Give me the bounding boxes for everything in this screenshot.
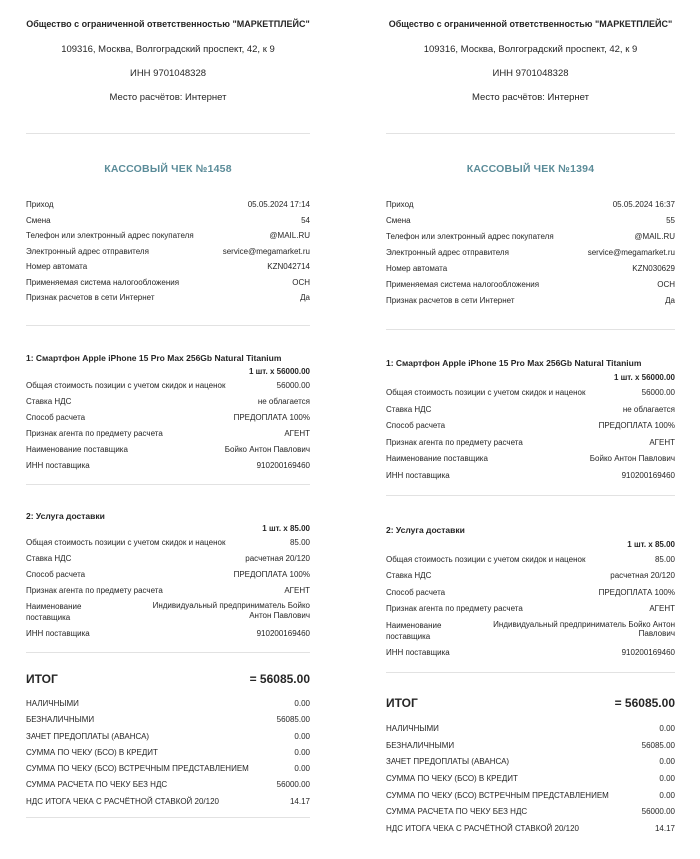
info-label: Телефон или электронный адрес покупателя: [26, 231, 194, 240]
item-qty: 1 шт. х 56000.00: [613, 373, 675, 382]
summary-value: 0.00: [659, 774, 675, 784]
info-label: Признак расчетов в сети Интернет: [26, 293, 155, 302]
summary-value: 0.00: [294, 699, 310, 708]
item-row-label: ИНН поставщика: [386, 648, 450, 657]
info-value: service@megamarket.ru: [587, 248, 675, 257]
item-row: [386, 603, 675, 614]
item-row-label: Ставка НДС: [26, 397, 72, 406]
summary-label: ЗАЧЕТ ПРЕДОПЛАТЫ (АВАНСА): [386, 757, 510, 767]
item-2: [26, 510, 310, 639]
company-name: Общество с ограниченной ответственностью "МАРКЕТПЛЕЙС": [388, 19, 673, 29]
item-row-value: Бойко Антон Павлович: [589, 454, 675, 463]
summary-row: [386, 790, 675, 801]
item-row-value: расчетная 20/120: [610, 571, 675, 580]
info-value: @MAIL.RU: [269, 231, 310, 240]
summary-row: [386, 773, 675, 784]
info-row: [26, 230, 310, 241]
info-row: [26, 261, 310, 272]
summary-value: 0.00: [659, 757, 675, 767]
item-row-label: ИНН поставщика: [26, 629, 90, 638]
item-2: [386, 524, 675, 659]
item-row-label: Признак агента по предмету расчета: [386, 604, 523, 613]
item-row-value: 910200169460: [621, 470, 675, 480]
item-row: [386, 554, 675, 565]
info-row: [26, 215, 310, 226]
item-row: [386, 387, 675, 398]
payment-summary: [386, 723, 675, 834]
summary-value: 56085.00: [276, 715, 310, 725]
item-row-value: Индивидуальный предприниматель Бойко Антон Павлович: [152, 601, 310, 620]
receipt-total: [26, 671, 310, 687]
item-row: [26, 396, 310, 407]
summary-label: НАЛИЧНЫМИ: [26, 699, 79, 708]
info-label: Признак расчетов в сети Интернет: [386, 296, 515, 305]
item-row-label: Способ расчета: [26, 413, 86, 422]
summary-label: БЕЗНАЛИЧНЫМИ: [386, 740, 455, 750]
summary-label: НАЛИЧНЫМИ: [386, 724, 439, 733]
payment-summary: [26, 698, 310, 807]
item-qty: 1 шт. х 85.00: [262, 524, 310, 533]
divider: [26, 133, 310, 134]
receipt-title: КАССОВЫЙ ЧЕК №1458: [104, 163, 232, 175]
item-row: [26, 553, 310, 564]
summary-label: СУММА ПО ЧЕКУ (БСО) ВСТРЕЧНЫМ ПРЕДСТАВЛЕНИЕМ: [26, 764, 249, 774]
item-row-value: 85.00: [289, 538, 310, 547]
total-label: ИТОГ: [386, 696, 418, 710]
info-value: 55: [666, 216, 675, 225]
info-label: Приход: [26, 200, 54, 209]
info-label: Применяемая система налогообложения: [386, 280, 540, 289]
item-row-label: ИНН поставщика: [26, 461, 90, 470]
item-row-value: ПРЕДОПЛАТА 100%: [233, 413, 310, 422]
summary-label: БЕЗНАЛИЧНЫМИ: [26, 715, 95, 725]
receipt-header: [26, 18, 310, 104]
divider: [26, 817, 310, 818]
item-row-value: Индивидуальный предприниматель Бойко Антон Павлович: [493, 619, 675, 638]
summary-value: 0.00: [294, 764, 310, 774]
item-row: [26, 628, 310, 639]
info-label: Приход: [386, 200, 414, 209]
info-row: [386, 279, 675, 290]
info-label: Применяемая система налогообложения: [26, 277, 180, 287]
item-row-label: Общая стоимость позиции с учетом скидок и наценок: [26, 538, 226, 547]
summary-row: [26, 747, 310, 758]
item-row-value: не облагается: [622, 404, 675, 414]
company-address: 109316, Москва, Волгоградский проспект, 42, к 9: [423, 44, 638, 55]
info-value: Да: [300, 293, 310, 302]
item-row-value: АГЕНТ: [284, 429, 310, 438]
summary-label: СУММА ПО ЧЕКУ (БСО) ВСТРЕЧНЫМ ПРЕДСТАВЛЕНИЕМ: [386, 790, 609, 800]
info-label: Электронный адрес отправителя: [26, 246, 149, 256]
info-label: Номер автомата: [26, 262, 88, 271]
info-row: [386, 295, 675, 306]
summary-value: 14.17: [289, 796, 310, 806]
item-1: [26, 352, 310, 471]
item-row: [386, 437, 675, 448]
summary-row: [26, 698, 310, 709]
item-row-label: Общая стоимость позиции с учетом скидок и наценок: [26, 381, 226, 390]
item-row-label: Признак агента по предмету расчета: [26, 429, 163, 438]
item-row: [26, 601, 310, 623]
item-row-value: расчетная 20/120: [245, 554, 310, 563]
summary-row: [26, 779, 310, 790]
item-row-value: не облагается: [257, 397, 310, 406]
info-row: [26, 199, 310, 210]
item-name: 1: Смартфон Apple iPhone 15 Pro Max 256Gb Natural Titanium: [386, 358, 642, 368]
total-value: = 56085.00: [614, 696, 675, 710]
item-row: [386, 620, 675, 642]
item-row-value: 56000.00: [641, 388, 675, 397]
item-row-label: Наименование поставщика: [386, 454, 488, 463]
item-row-label: Способ расчета: [386, 421, 446, 430]
info-label: Телефон или электронный адрес покупателя: [386, 232, 554, 241]
receipt-1458: [26, 0, 310, 818]
company-address: 109316, Москва, Волгоградский проспект, 42, к 9: [61, 44, 275, 55]
info-value: service@megamarket.ru: [222, 246, 310, 256]
divider: [26, 652, 310, 653]
item-row-label: Общая стоимость позиции с учетом скидок и наценок: [386, 388, 586, 397]
summary-value: 0.00: [659, 790, 675, 800]
summary-label: СУММА ПО ЧЕКУ (БСО) В КРЕДИТ: [26, 747, 158, 757]
payment-place: Место расчётов: Интернет: [109, 92, 227, 103]
info-row: [386, 263, 675, 274]
summary-label: НДС ИТОГА ЧЕКА С РАСЧЁТНОЙ СТАВКОЙ 20/120: [386, 824, 579, 834]
item-row-value: 56000.00: [276, 381, 310, 390]
receipt-total: [386, 695, 675, 711]
summary-value: 14.17: [654, 824, 675, 834]
item-row-label: Ставка НДС: [26, 554, 72, 563]
summary-value: 0.00: [659, 724, 675, 733]
item-row: [26, 444, 310, 455]
summary-label: ЗАЧЕТ ПРЕДОПЛАТЫ (АВАНСА): [26, 731, 150, 741]
summary-value: 0.00: [294, 731, 310, 741]
summary-row: [386, 723, 675, 734]
info-value: 05.05.2024 16:37: [612, 200, 675, 209]
item-row-label: Наименование поставщика: [386, 620, 442, 641]
info-label: Смена: [26, 215, 51, 225]
info-row: [26, 246, 310, 257]
item-row-value: ПРЕДОПЛАТА 100%: [598, 587, 675, 597]
info-label: Номер автомата: [386, 264, 448, 273]
info-value: ОСН: [292, 277, 310, 287]
item-row-value: 910200169460: [621, 648, 675, 657]
item-row-value: АГЕНТ: [649, 604, 675, 613]
item-name: 2: Услуга доставки: [26, 511, 105, 521]
summary-label: СУММА РАСЧЕТА ПО ЧЕКУ БЕЗ НДС: [386, 807, 528, 817]
receipt-info: [386, 199, 675, 306]
receipt-title: КАССОВЫЙ ЧЕК №1394: [466, 163, 595, 175]
item-row: [26, 428, 310, 439]
info-row: [26, 292, 310, 303]
info-value: Да: [665, 296, 675, 305]
receipt-header: [386, 18, 675, 104]
divider: [386, 672, 675, 673]
item-row-label: Ставка НДС: [386, 571, 432, 580]
summary-row: [386, 756, 675, 767]
info-value: KZN042714: [267, 262, 310, 271]
info-value: ОСН: [657, 280, 675, 289]
info-label: Электронный адрес отправителя: [386, 248, 509, 257]
item-row: [386, 470, 675, 481]
payment-place: Место расчётов: Интернет: [472, 92, 589, 103]
info-row: [386, 247, 675, 258]
item-row-value: ПРЕДОПЛАТА 100%: [233, 570, 310, 579]
item-name: 1: Смартфон Apple iPhone 15 Pro Max 256Gb Natural Titanium: [26, 353, 282, 363]
item-row-label: Признак агента по предмету расчета: [26, 586, 163, 595]
item-row: [26, 537, 310, 548]
item-row: [26, 569, 310, 580]
summary-value: 56000.00: [641, 807, 675, 817]
item-row-label: ИНН поставщика: [386, 470, 450, 480]
info-value: @MAIL.RU: [634, 232, 675, 241]
item-row-value: АГЕНТ: [649, 437, 675, 447]
summary-value: 56085.00: [641, 740, 675, 750]
item-row: [26, 460, 310, 471]
summary-row: [26, 763, 310, 774]
item-row-label: Способ расчета: [26, 570, 86, 579]
info-value: KZN030629: [632, 264, 675, 273]
divider: [386, 133, 675, 134]
divider: [26, 325, 310, 326]
total-value: = 56085.00: [249, 672, 310, 686]
item-qty: 1 шт. х 85.00: [627, 539, 675, 549]
divider: [26, 484, 310, 485]
item-row-label: Наименование поставщика: [26, 602, 82, 622]
item-row-label: Способ расчета: [386, 587, 446, 597]
summary-value: 0.00: [294, 747, 310, 757]
item-row: [386, 647, 675, 658]
item-row: [26, 412, 310, 423]
info-row: [386, 231, 675, 242]
item-row-label: Ставка НДС: [386, 404, 432, 414]
info-row: [386, 199, 675, 210]
item-row-value: АГЕНТ: [284, 586, 310, 595]
item-row: [386, 570, 675, 581]
summary-row: [386, 823, 675, 834]
info-value: 05.05.2024 17:14: [247, 200, 310, 209]
item-row-value: ПРЕДОПЛАТА 100%: [598, 421, 675, 430]
item-name: 2: Услуга доставки: [386, 524, 465, 535]
summary-label: СУММА ПО ЧЕКУ (БСО) В КРЕДИТ: [386, 774, 518, 784]
item-row-label: Признак агента по предмету расчета: [386, 437, 523, 447]
item-row-label: Наименование поставщика: [26, 445, 128, 454]
company-inn: ИНН 9701048328: [492, 68, 569, 79]
summary-label: СУММА РАСЧЕТА ПО ЧЕКУ БЕЗ НДС: [26, 780, 168, 790]
summary-row: [26, 796, 310, 807]
item-row-value: Бойко Антон Павлович: [224, 445, 310, 454]
item-row-label: Общая стоимость позиции с учетом скидок и наценок: [386, 554, 586, 564]
company-name: Общество с ограниченной ответственностью "МАРКЕТПЛЕЙС": [26, 19, 310, 29]
item-row: [386, 587, 675, 598]
divider: [386, 329, 675, 330]
receipt-info: [26, 199, 310, 303]
divider: [386, 495, 675, 496]
summary-row: [26, 714, 310, 725]
info-value: 54: [301, 215, 310, 225]
item-row: [26, 585, 310, 596]
total-label: ИТОГ: [26, 672, 58, 686]
item-row: [386, 404, 675, 415]
receipt-1394: [386, 0, 675, 834]
info-label: Смена: [386, 216, 411, 225]
summary-row: [26, 731, 310, 742]
item-qty: 1 шт. х 56000.00: [248, 367, 310, 376]
summary-value: 56000.00: [276, 780, 310, 790]
info-row: [26, 277, 310, 288]
item-row-value: 910200169460: [256, 461, 310, 470]
item-row-value: 910200169460: [256, 629, 310, 638]
company-inn: ИНН 9701048328: [129, 68, 207, 79]
summary-row: [386, 806, 675, 817]
summary-row: [386, 740, 675, 751]
item-row: [26, 380, 310, 391]
item-row-value: 85.00: [654, 554, 675, 564]
item-row: [386, 420, 675, 431]
summary-label: НДС ИТОГА ЧЕКА С РАСЧЁТНОЙ СТАВКОЙ 20/120: [26, 796, 219, 806]
item-1: [386, 357, 675, 481]
info-row: [386, 215, 675, 226]
item-row: [386, 453, 675, 464]
